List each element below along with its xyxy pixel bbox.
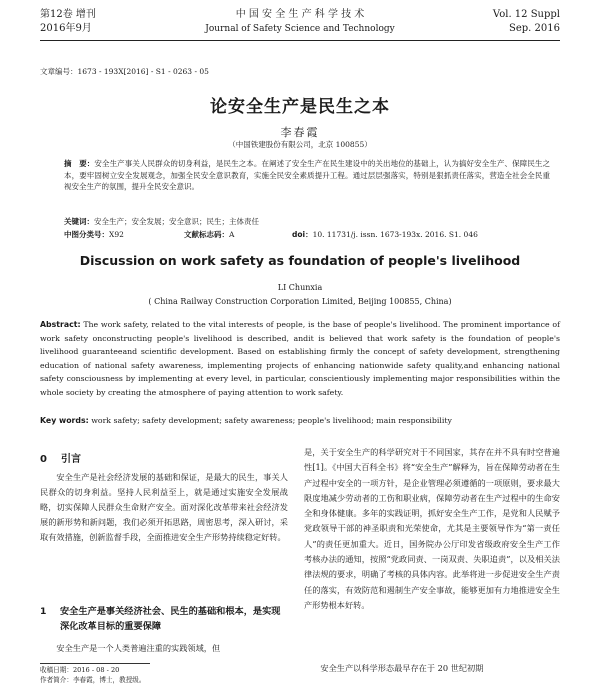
doc-code-label: 文献标志码：: [184, 230, 229, 239]
header-date-en: Sep. 2016: [509, 23, 560, 34]
section-0-number: 0: [40, 454, 47, 465]
doi-label: doi：: [292, 230, 313, 239]
section-1-paragraph-start: 安全生产是一个人类普遍注重的实践领域，但: [56, 643, 221, 653]
keywords-en: [40, 415, 560, 427]
article-number: 文章编号：1673 - 193X[2016] - S1 - 0263 - 05: [40, 67, 209, 76]
header-vol-cn: 第12卷 增刊: [40, 9, 96, 20]
header-journal-en: Journal of Safety Science and Technology: [205, 24, 395, 34]
abstract-en-text: The work safety, related to the vital interests of people, is the base of people's livelihood. The prominent importance of work safety onconstructing people's livelihood is described, andit is believed that work safety is the foundation of people's livelihood guaranteeand scientific development. Based on establishing firmly the concept of safety development, strengthening education of national safety awareness, implementing projects of enhancing nationwide safety quality,and enhancing national safety consciousness by implementing at every level, in particular, conscientiously implementing major responsibilities within the whole society by creating the atmosphere of paying attention to work safety.: [40, 320, 560, 397]
abstract-en: [40, 318, 560, 400]
section-1-title: 安全生产是事关经济社会、民生的基础和根本，是实现深化改革目标的重要保障: [60, 606, 281, 632]
keywords-cn-text: 安全生产；安全发展；安全意识；民生；主体责任: [94, 217, 259, 226]
abstract-en-label: Abstract:: [40, 320, 81, 329]
abstract-cn-label: 摘 要：: [64, 159, 95, 168]
footnote-received: 收稿日期：2016 - 08 - 20: [40, 666, 120, 674]
doc-code-value: A: [229, 230, 235, 239]
header-journal: [180, 8, 420, 36]
footnote-divider: [40, 663, 150, 664]
clc-value: X92: [109, 230, 124, 239]
affiliation-cn: （中国铁建股份有限公司，北京 100855）: [228, 140, 372, 149]
keywords-en-text: work safety; safety development; safety awareness; people's livelihood; main responsibility: [88, 416, 452, 425]
footnote-author-bio: 作者简介：李春霞，博士，教授级。: [40, 676, 146, 684]
right-column-paragraph: 是，关于安全生产的科学研究对于不同国家，其存在并不具有时空普遍性[1]。《中国大百科全书》将“安全生产”解释为，旨在保障劳动者在生产过程中安全的一项方针，是企业管理必须遵循的一项原则，要求最大限度地减少劳动者的工伤和职业病，保障劳动者在生产过程中的生命安全和身体健康。多年的实践证明，抓好安全生产工作，是党和人民赋予党政领导干部的神圣职责和光荣使命，尤其是主要领导作为“第一责任人”的责任更加重大。近日，国务院办公厅印发省级政府安全生产工作考核办法的通知，按照“党政同责、一岗双责、失职追责”，以及相关法律法规的要求，明确了考核的具体内容。此举将进一步促进安全生产责任的落实，有效防范和遏制生产安全事故，能够更加有力地推进安全生产形势根本好转。: [304, 447, 560, 610]
clc-label: 中图分类号：: [64, 230, 109, 239]
author-cn: 李春霞: [280, 126, 320, 139]
abstract-cn-text: 安全生产事关人民群众的切身利益，是民生之本。在阐述了安全生产在民生建设中的关出地位的基础上，认为搞好安全生产、保障民生之本，要牢固树立安全发展观念，加强全民安全意识教育，实施全民安全素质提升工程。通过层层强落实，特别是狠抓责任落实，营造全社会全民重视安全生产的氛围，提升全民安全意识。: [64, 159, 551, 192]
page-title-en: Discussion on work safety as foundation of people's livelihood: [79, 253, 521, 268]
abstract-cn: [64, 158, 550, 193]
affiliation-en: ( China Railway Construction Corporation Limited, Beijing 100855, China): [148, 297, 452, 306]
header-volume-cn: [40, 8, 96, 36]
keywords-cn-label: 关键词：: [64, 217, 94, 226]
section-heading-1: [40, 604, 288, 634]
classification-row: [64, 229, 550, 241]
header-journal-cn: 中 国 安 全 生 产 科 学 技 术: [235, 9, 365, 20]
header-vol-en: Vol. 12 Suppl: [492, 9, 560, 20]
header-volume-en: [493, 8, 560, 36]
header-divider: [40, 40, 560, 41]
keywords-en-label: Key words:: [40, 416, 89, 425]
intro-paragraph: 安全生产是社会经济发展的基础和保证，是最大的民生，事关人民群众的切身利益。坚持人民利益至上，就是通过实施安全发展战略，切实保障人民群众生命财产安全。面对深化改革带来社会经济发展的新形势和新问题，我们必须开拓思路，周密思考，深入研讨，采取有效措施，创新监督手段，全面推进安全生产形势持续稳定好转。: [40, 472, 288, 542]
page-title-cn: 论安全生产是民生之本: [210, 97, 390, 117]
right-column-paragraph-next: 安全生产以科学形态最早存在于 20 世纪初期: [320, 663, 484, 673]
header-date-cn: 2016年9月: [40, 23, 92, 34]
author-en: LI Chunxia: [277, 283, 323, 292]
section-1-number: 1: [40, 606, 47, 617]
keywords-cn: [64, 216, 550, 228]
section-0-title: 引言: [60, 454, 81, 465]
doi-value: 10. 11731/j. issn. 1673-193x. 2016. S1. 046: [312, 230, 478, 239]
section-heading-intro: [40, 450, 288, 465]
